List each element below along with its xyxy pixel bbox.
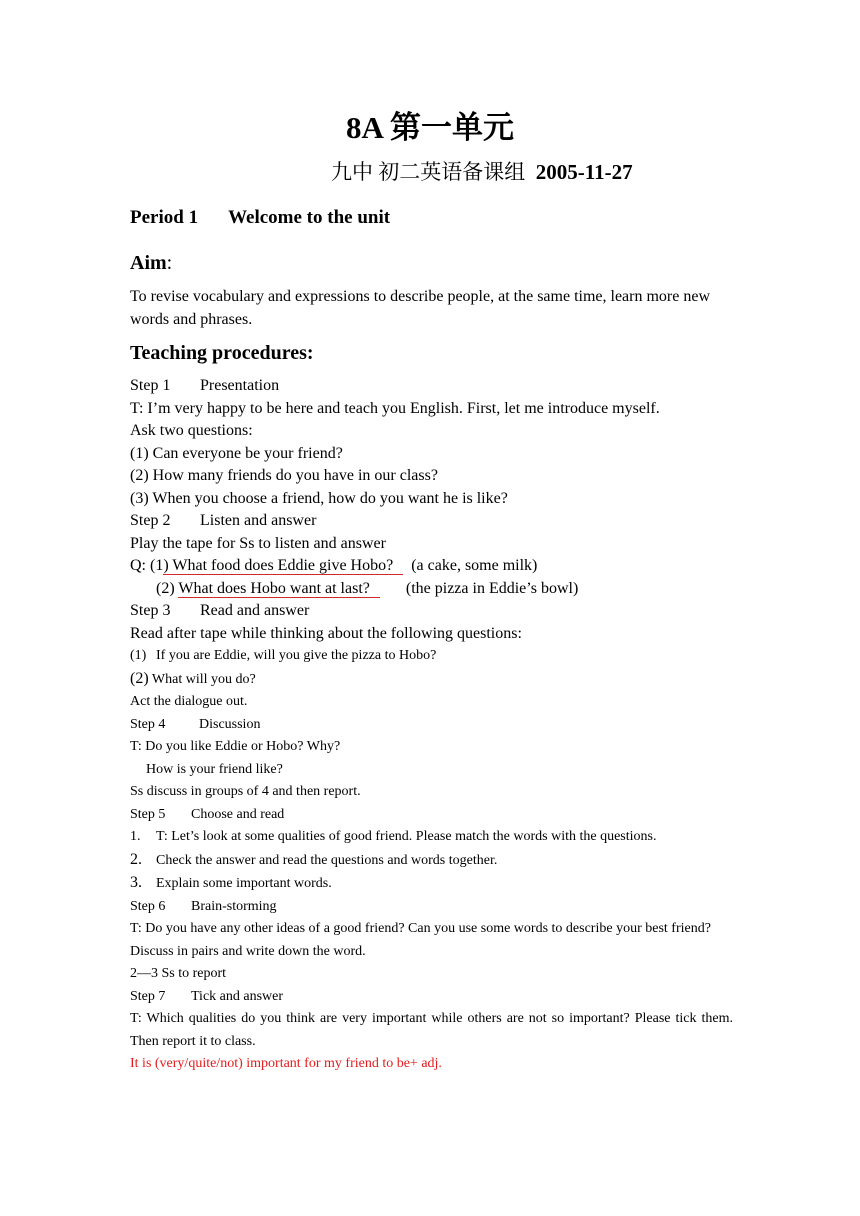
teacher-which: T: Which qualities do you think are very important while others are not so important? Please tick them. Then report it to class. xyxy=(130,1011,733,1049)
ss-report: 2—3 Ss to report xyxy=(130,966,227,981)
question-1: (1) Can everyone be your friend? xyxy=(130,444,343,462)
period-name: Welcome to the unit xyxy=(228,207,391,228)
listen-question-1-text: ) What food does Eddie give Hobo? xyxy=(163,557,403,575)
how-is-friend: How is your friend like? xyxy=(146,761,283,777)
question-3: (3) When you choose a friend, how do you want he is like? xyxy=(130,489,508,507)
step-4-label: Step 4 xyxy=(130,716,166,732)
step-6-name: Brain-storming xyxy=(191,898,277,914)
discuss-pairs: Discuss in pairs and write down the word. xyxy=(130,943,366,959)
act-out: Act the dialogue out. xyxy=(130,694,248,709)
document-title: 8A 第一单元 xyxy=(346,110,514,145)
sentence-pattern: It is (very/quite/not) important for my friend to be+ adj. xyxy=(130,1056,442,1071)
read-after-tape: Read after tape while thinking about the following questions: xyxy=(130,624,522,642)
ask-two-questions: Ask two questions: xyxy=(130,422,253,439)
play-tape: Play the tape for Ss to listen and answer xyxy=(130,534,386,552)
step-5-label: Step 5 xyxy=(130,806,166,822)
document-subtitle xyxy=(331,157,633,187)
step-5-item-1: 1. T: Let’s look at some qualities of good friend. Please match the words with the questions. xyxy=(130,829,657,844)
listen-answer-1: (a cake, some milk) xyxy=(411,557,538,574)
lesson-group: 九中 初二英语备课组 xyxy=(331,160,526,184)
aim-colon: : xyxy=(166,252,173,274)
step-2-label: Step 2 xyxy=(130,512,171,529)
step-7 xyxy=(130,986,733,1009)
teacher-like: T: Do you like Eddie or Hobo? Why? xyxy=(130,739,341,754)
ss-discuss: Ss discuss in groups of 4 and then report. xyxy=(130,784,361,799)
step-3-name: Read and answer xyxy=(200,602,310,619)
step-4-name: Discussion xyxy=(199,716,261,732)
listen-question-1: Q: (1) What food does Eddie give Hobo? (a cake, some milk) xyxy=(130,557,538,574)
listen-question-2-text: What does Hobo want at last? xyxy=(178,580,380,598)
step-6 xyxy=(130,896,733,919)
aim-label: Aim xyxy=(130,252,167,274)
period-label: Period 1 xyxy=(130,207,199,228)
question-2: (2) How many friends do you have in our class? xyxy=(130,467,438,484)
teacher-intro: T: I’m very happy to be here and teach you English. First, let me introduce myself. xyxy=(130,399,660,417)
aim-text: To revise vocabulary and expressions to describe people, at the same time, learn more new words and phrases. xyxy=(130,288,711,328)
lesson-date: 2005-11-27 xyxy=(535,160,633,184)
step-3-label: Step 3 xyxy=(130,602,171,619)
listen-answer-2: (the pizza in Eddie’s bowl) xyxy=(405,579,579,597)
aim-heading xyxy=(130,250,172,276)
step-5-item-2: 2. Check the answer and read the questions and words together. xyxy=(130,850,498,868)
step-7-label: Step 7 xyxy=(130,988,166,1004)
step-6-label: Step 6 xyxy=(130,898,166,914)
step-4 xyxy=(130,714,733,737)
step-7-name: Tick and answer xyxy=(191,988,284,1004)
step-2 xyxy=(130,510,733,533)
step-3-question-1: (1) If you are Eddie, will you give the pizza to Hobo? xyxy=(130,648,437,663)
step-1-label: Step 1 xyxy=(130,377,171,394)
step-1 xyxy=(130,375,733,398)
step-1-name: Presentation xyxy=(200,377,280,394)
step-5-item-3: 3. Explain some important words. xyxy=(130,874,332,891)
listen-question-2: (2) What does Hobo want at last? (the pizza in Eddie’s bowl) xyxy=(156,579,579,597)
step-2-name: Listen and answer xyxy=(200,512,317,529)
teacher-ideas: T: Do you have any other ideas of a good friend? Can you use some words to describe your best friend? xyxy=(130,921,711,936)
step-5-name: Choose and read xyxy=(191,806,285,822)
step-3 xyxy=(130,600,733,623)
step-5 xyxy=(130,804,733,827)
procedures-body xyxy=(130,375,733,1076)
procedures-heading: Teaching procedures: xyxy=(130,342,314,364)
step-3-question-2: (2) What will you do? xyxy=(130,669,256,687)
period-heading xyxy=(130,205,390,231)
